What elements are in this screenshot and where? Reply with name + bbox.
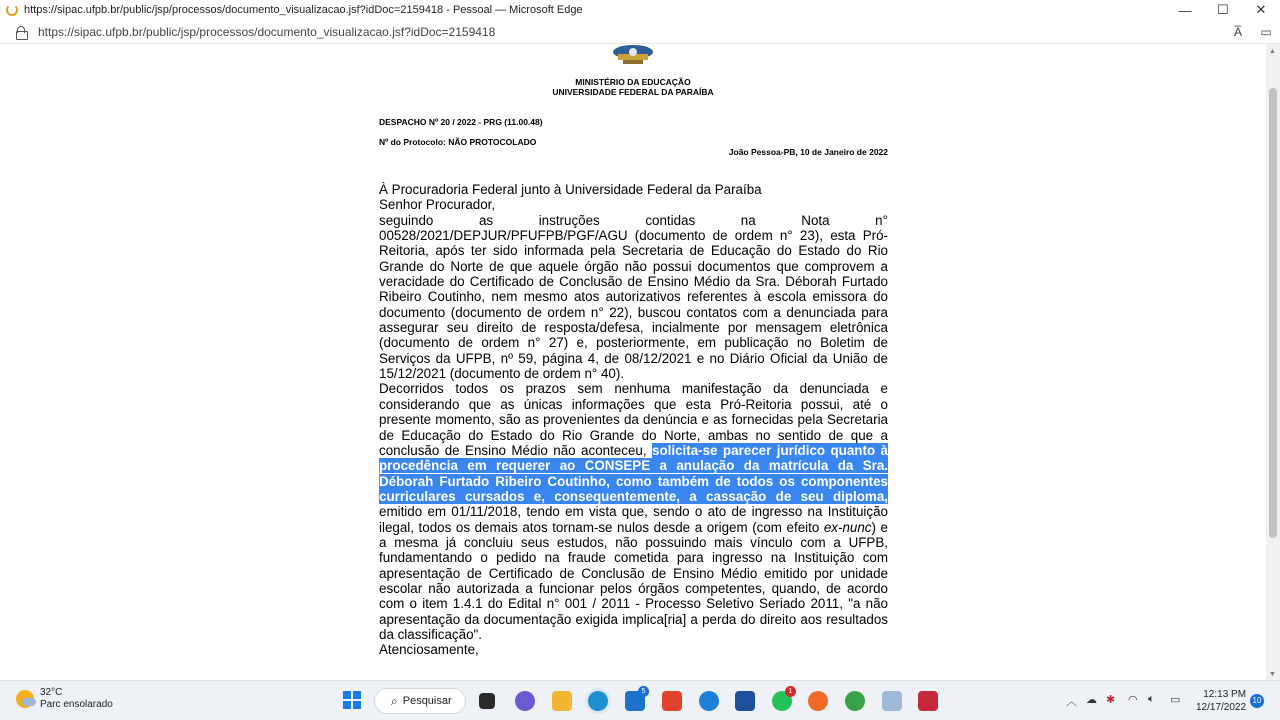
weather-condition: Parc ensolarado <box>40 699 113 710</box>
tray-app-icon[interactable]: ✱ <box>1106 694 1116 706</box>
taskbar <box>0 680 1280 720</box>
office-icon[interactable] <box>662 691 682 711</box>
scroll-thumb[interactable] <box>1269 88 1277 538</box>
scroll-up-icon[interactable]: ▲ <box>1269 48 1276 55</box>
vertical-scrollbar[interactable] <box>1266 44 1280 680</box>
loading-icon <box>6 4 18 16</box>
document-date: João Pessoa-PB, 10 de Janeiro de 2022 <box>728 147 888 157</box>
salutation-line: Senhor Procurador, <box>379 197 496 213</box>
maximize-button[interactable]: ☐ <box>1217 2 1229 17</box>
ministry-name: MINISTÉRIO DA EDUCAÇÃO <box>575 77 691 87</box>
weather-widget[interactable] <box>16 687 113 711</box>
protocol-number: Nº do Protocolo: NÃO PROTOCOLADO <box>379 137 537 147</box>
paragraph-2-text-a: Decorridos todos os prazos sem nenhuma manifestação da denunciada e considerando que as únicas informações que esta Pró-Reitoria possui, até o presente momento, são as provenientes da denúncia e as fornecidas pela Secretaria de Educação do Estado do Rio Grande do Norte, ambas no sentido de que a conclusão de Ensino Médio não aconteceu, <box>379 381 888 458</box>
paragraph-2-text-c: ) e a mesma já concluiu seus estudos, não possuindo mais vínculo com a UFPB, fundamentando o pedido na fraude cometida para ingresso na Instituição com apresentação de Certificado de Conclusão de Ensino Médio emitido por unidade escolar não autorizada a funcionar pelos órgãos competentes, quando, de acordo com o item 1.4.1 do Edital n° 001 / 2011 - Processo Seletivo Seriado 2011, "a não apresentação da documentação exigida implica[ria] a perda do direito aos resultados da classificação". <box>379 519 888 642</box>
wifi-icon[interactable]: ◠ <box>1128 694 1138 706</box>
store-icon[interactable] <box>735 691 755 711</box>
battery-icon[interactable]: ▭ <box>1170 694 1181 706</box>
chat-icon[interactable] <box>515 691 535 711</box>
clock-time: 12:13 PM <box>1203 689 1247 700</box>
address-bar <box>0 20 1280 44</box>
firefox-icon[interactable] <box>808 691 828 711</box>
read-aloud-icon[interactable]: A̅ <box>1233 24 1242 39</box>
cloud-icon[interactable]: ☁ <box>1086 694 1097 706</box>
italic-term: ex-nunc <box>823 519 872 535</box>
paragraph-2-text-b: emitido em 01/11/2018, tendo em vista que, sendo o ato de ingresso na Instituição ilegal, todos os demais atos tornam-se nulos desde a origem (com efeito <box>379 504 888 535</box>
brasao-icon <box>612 44 654 66</box>
mcafee-icon[interactable] <box>918 691 938 711</box>
mail-icon[interactable] <box>625 688 646 711</box>
university-name: UNIVERSIDADE FEDERAL DA PARAÍBA <box>552 87 714 97</box>
chrome-icon[interactable] <box>845 691 865 711</box>
url-field[interactable]: https://sipac.ufpb.br/public/jsp/processos/documento_visualizacao.jsf?idDoc=2159418 <box>38 24 496 39</box>
search-label: Pesquisar <box>402 695 452 707</box>
app-icon[interactable] <box>699 691 719 711</box>
despacho-number: DESPACHO Nº 20 / 2022 - PRG (11.00.48) <box>379 117 543 127</box>
edge-icon[interactable] <box>588 691 608 711</box>
system-clock[interactable] <box>1196 688 1246 714</box>
window-titlebar <box>0 0 1280 20</box>
selected-text[interactable]: solicita-se parecer jurídico quanto à procedência em requerer ao CONSEPE a anulação da matrícula da Sra. Déborah Furtado Ribeiro Coutinho, como também de todos os componentes curriculares cursados e, consequentemente, a cassação de seu diploma, <box>379 442 888 504</box>
paragraph-2 <box>379 381 888 642</box>
split-screen-icon[interactable]: ▭ <box>1260 24 1272 39</box>
closing-line: Atenciosamente, <box>379 642 479 658</box>
scroll-down-icon[interactable]: ▼ <box>1269 671 1276 678</box>
windows-start-icon[interactable] <box>343 691 361 709</box>
clock-date: 12/17/2022 <box>1196 702 1247 713</box>
document-viewport[interactable] <box>0 44 1266 680</box>
lock-icon[interactable] <box>16 26 26 38</box>
window-title: https://sipac.ufpb.br/public/jsp/processos/documento_visualizacao.jsf?idDoc=2159418 - Pessoal — Microsoft Edge <box>24 4 583 16</box>
snipping-tool-icon[interactable] <box>882 691 902 711</box>
minimize-button[interactable]: — <box>1178 2 1192 18</box>
search-icon: ⌕ <box>391 693 398 708</box>
document-body <box>379 182 888 658</box>
notification-badge[interactable]: 10 <box>1250 694 1264 708</box>
tray-chevron-icon[interactable]: ︿ <box>1066 696 1077 708</box>
mail-badge: 5 <box>638 686 649 697</box>
task-view-icon[interactable] <box>479 693 495 709</box>
whatsapp-badge: 1 <box>785 686 796 697</box>
volume-icon[interactable]: 🔈︎ <box>1148 693 1155 705</box>
file-explorer-icon[interactable] <box>552 691 572 711</box>
close-button[interactable]: ✕ <box>1255 2 1267 17</box>
recipient-line: À Procuradoria Federal junto à Universidade Federal da Paraíba <box>379 182 762 197</box>
whatsapp-icon[interactable] <box>772 688 793 711</box>
paragraph-1: seguindo as instruções contidas na Nota n° 00528/2021/DEPJUR/PFUFPB/PGF/AGU (documento de ordem n° 23), esta Pró-Reitoria, após ter sido informada pela Secretaria de Educação do Estado do Rio Grande do Norte de que aquele órgão não possui documentos que comprovem a veracidade do Certificado de Conclusão de Ensino Médio da Sra. Déborah Furtado Ribeiro Coutinho, nem mesmo atos autorizativos referentes à escola emissora do documento (documento de ordem n° 22), buscou contatos com a denunciada para assegurar seu direito de resposta/defesa, incialmente por mensagem eletrônica (documento de ordem n° 27) e, posteriormente, em publicação no Boletim de Serviços da UFPB, nº 59, página 4, de 08/12/2021 e no Diário Oficial da União de 15/12/2021 (documento de ordem n° 40). <box>379 212 888 382</box>
taskbar-search[interactable] <box>374 688 466 714</box>
temperature: 32°C <box>40 687 63 698</box>
weather-sun-icon <box>16 690 34 708</box>
